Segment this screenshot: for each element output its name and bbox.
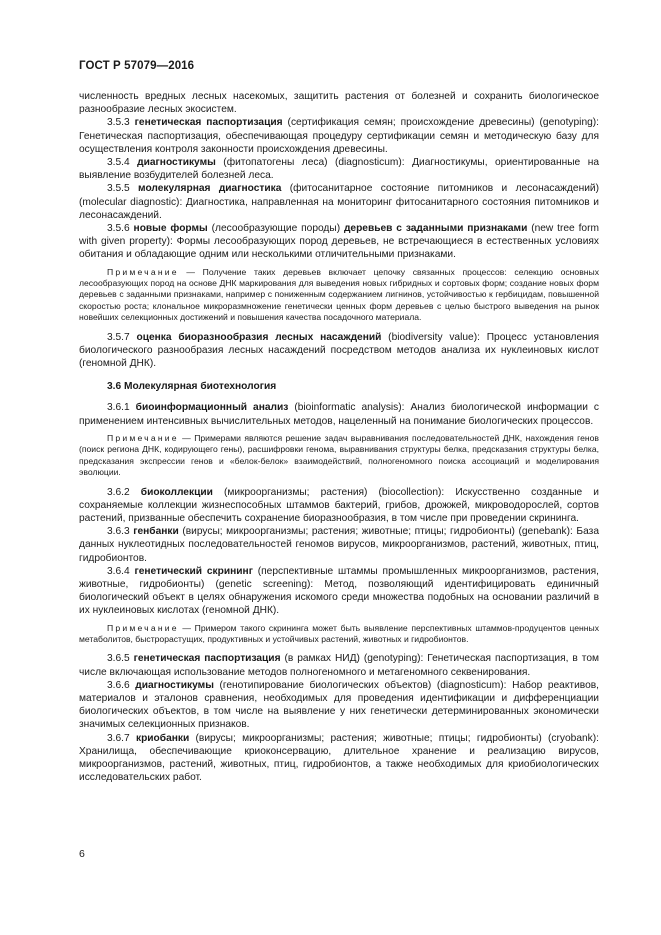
clause-number: 3.5.6 xyxy=(107,223,130,235)
document-body xyxy=(79,90,599,784)
note-2 xyxy=(79,433,599,479)
clause-term: новые формы xyxy=(133,223,208,235)
clause-3-6-4 xyxy=(79,565,599,618)
clause-text: (new tree form with given property): Формы лесообразующих пород деревьев, не встречающиеся в естественных условиях обитания и обладающие одним или несколькими отличительными признаками. xyxy=(79,223,599,261)
clause-text: (микроорганизмы; растения) (biocollection): Искусственно созданные и сохраняемые коллекции жизнеспособных штаммов бактерий, грибов, дрожжей, микроводорослей, сортов растений, призванные обеспечить сохранение биоразнообразия, в том числе при проведении скрининга. xyxy=(79,486,599,524)
clause-text: (фитосанитарное состояние питомников и лесонасаждений) (molecular diagnostic): Диагностика, направленная на мониторинг фитосанитарного состояния питомников и лесонасаждений. xyxy=(79,183,599,221)
clause-number: 3.6.5 xyxy=(107,653,130,665)
clause-text: (фитопатогены леса) (diagnosticum): Диагностикумы, ориентированные на выявление возбудителей болезней леса. xyxy=(79,157,599,182)
clause-3-6-3 xyxy=(79,525,599,565)
note-1 xyxy=(79,267,599,324)
clause-3-6-7 xyxy=(79,732,599,785)
clause-number: 3.6.2 xyxy=(107,486,130,498)
clause-number: 3.6.6 xyxy=(107,679,130,691)
clause-text: (генотипирование биологических объектов) (diagnosticum): Набор реактивов, материалов и эталонов сравнения, необходимых для проведения идентификации и дифференциации биологических объектов, в том числе на выявление у них генетически детерминированных экономически значимых селекционных признаков. xyxy=(79,679,599,731)
clause-3-6-5 xyxy=(79,652,599,678)
clause-number: 3.5.3 xyxy=(107,117,130,129)
clause-3-6-2 xyxy=(79,486,599,526)
clause-3-6-6 xyxy=(79,679,599,732)
clause-3-5-3 xyxy=(79,116,599,156)
clause-number: 3.5.4 xyxy=(107,157,130,169)
clause-term: генетическая паспортизация xyxy=(134,117,283,129)
clause-text: (bioinformatic analysis): Анализ биологической информации с применением интенсивных вычислительных методов, нацеленный на понимание биологических процессов. xyxy=(79,402,599,427)
clause-3-5-4 xyxy=(79,156,599,182)
note-label: Примечание xyxy=(107,432,179,443)
clause-term: криобанки xyxy=(135,732,190,744)
clause-3-5-6 xyxy=(79,222,599,262)
clause-number: 3.6.4 xyxy=(107,565,130,577)
clause-term: генбанки xyxy=(133,526,179,538)
clause-term: генетический скрининг xyxy=(134,565,253,577)
clause-term: диагностикумы xyxy=(135,679,214,691)
clause-text: (вирусы; микроорганизмы; растения; животные; птицы; гидробионты) (cryobank): Хранилища, обеспечивающие криоконсервацию, длительное хранение и реализацию вирусов, микроорганизмов, растений, животных, птиц, гидробионтов, а также необходимых для криобиологических исследовательских работ. xyxy=(79,732,599,784)
clause-number: 3.6.3 xyxy=(107,526,130,538)
note-text: — Примерами являются решение задач выравнивания последовательностей ДНК, нахождения генов (поиск региона ДНК, кодирующего гены), расшифровки генома, выравнивания структуры белка, предсказания структуры белка, предсказания экспрессии генов и «белок-белок» взаимодействий, полногеномного поиска ассоциаций и моделирования эволюции. xyxy=(79,432,599,478)
note-label: Примечание xyxy=(107,622,179,633)
clause-term-2: деревьев с заданными признаками xyxy=(343,223,528,235)
clause-number: 3.6.1 xyxy=(107,402,130,414)
clause-text: (biodiversity value): Процесс установления биологического разнообразия лесных насаждений посредством методов анализа их нуклеиновых кислот (геномной ДНК). xyxy=(79,331,599,370)
section-heading-3-6: 3.6 Молекулярная биотехнология xyxy=(107,381,277,393)
clause-number: 3.5.5 xyxy=(107,183,130,195)
note-3 xyxy=(79,623,599,646)
clause-3-5-7 xyxy=(79,331,599,371)
clause-number: 3.5.7 xyxy=(107,331,130,343)
clause-term: биоколлекции xyxy=(140,486,213,498)
clause-number: 3.6.7 xyxy=(107,732,130,744)
page-number: 6 xyxy=(79,848,85,860)
clause-term: диагностикумы xyxy=(137,157,216,169)
note-text: — Получение таких деревьев включает цепочку связанных процессов: селекцию основных лесообразующих пород на основе ДНК маркирования для выведения новых гибридных и сортовых форм; создание новых форм деревьев с заданными признаками, например с пониженным содержанием лигнинов, устойчивостью к гербицидам, повышенной скоростью роста; клональное микроразмножение генетически ценных форм деревьев с целью быстрого выведения на рынок новейших селекционных достижений и повышения качества посадочного материала. xyxy=(79,266,599,323)
clause-3-5-5 xyxy=(79,182,599,222)
paragraph-continuation: численность вредных лесных насекомых, защитить растения от болезней и сохранить биологическое разнообразие лесных экосистем. xyxy=(79,91,599,116)
clause-3-6-1 xyxy=(79,401,599,427)
clause-text: (вирусы; микроорганизмы; растения; животные; птицы; гидробионты) (genebank): База данных нуклеотидных последовательностей геномов вирусов, микроорганизмов, растений, животных, птиц, гидробионтов. xyxy=(79,526,599,564)
clause-term: молекулярная диагностика xyxy=(138,183,282,195)
clause-term: биоинформационный анализ xyxy=(135,402,289,414)
clause-text: (сертификация семян; происхождение древесины) (genotyping): Генетическая паспортизация, обеспечивающая процедуру сертификации семян и методическую базу для осуществления контроля законности происхождения древесины. xyxy=(79,117,600,155)
clause-term: оценка биоразнообразия лесных насаждений xyxy=(136,331,382,343)
note-label: Примечание xyxy=(107,266,179,277)
clause-term: генетическая паспортизация xyxy=(133,653,281,665)
note-text: — Примером такого скрининга может быть выявление перспективных штаммов-продуцентов ценных метаболитов, быстрорастущих, продуктивных и устойчивых растений, животных и гидробионтов. xyxy=(79,622,599,644)
clause-text: (в рамках НИД) (genotyping): Генетическая паспортизация, в том числе включающая использование методов полногеномного и метагеномного секвенирования. xyxy=(79,653,599,678)
document-header: ГОСТ Р 57079—2016 xyxy=(79,60,195,72)
clause-text-mid: (лесообразующие породы) xyxy=(207,223,344,235)
clause-text: (перспективные штаммы промышленных микроорганизмов, растения, животные, гидробионты) (genetic screening): Метод, позволяющий идентифицировать единичный биологический объект в целях обнаружения искомого среди множества подобных на основании различий в их нуклеиновых кислотах (геномной ДНК). xyxy=(79,565,599,617)
